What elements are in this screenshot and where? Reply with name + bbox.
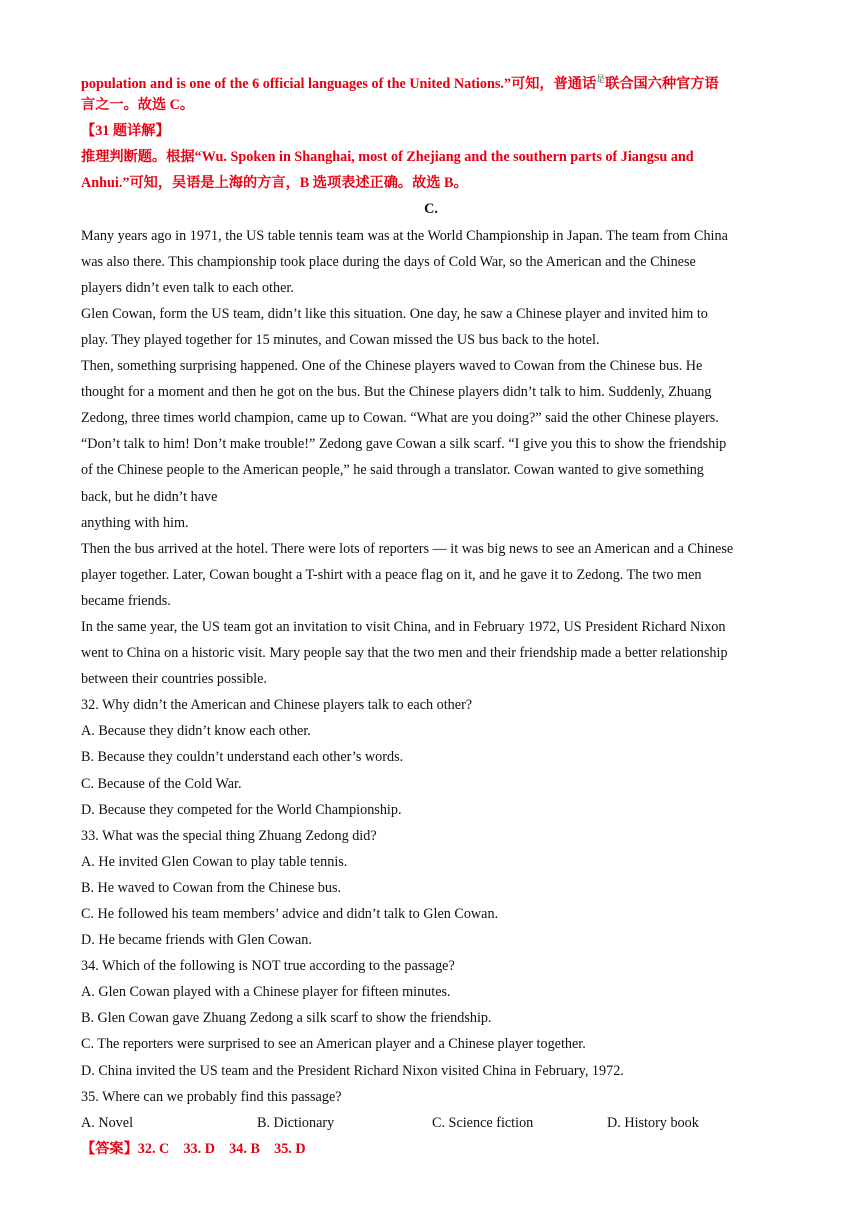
passage-line: player together. Later, Cowan bought a T-shirt with a peace flag on it, and he gave it to Zedong. The two men xyxy=(81,566,702,583)
passage-line: In the same year, the US team got an invitation to visit China, and in February 1972, US President Richard Nixon xyxy=(81,618,726,635)
explanation-line: 推理判断题。根据“Wu. Spoken in Shanghai, most of Zhejiang and the southern parts of Jiangsu and xyxy=(81,149,694,166)
passage-line: back, but he didn’t have xyxy=(81,488,218,505)
q35-options xyxy=(81,1110,781,1136)
passage-line: was also there. This championship took place during the days of Cold War, so the American and the Chinese xyxy=(81,253,696,270)
explanation-text: population and is one of the 6 official languages of the United Nations.”可知，普通话 xyxy=(81,76,597,92)
passage-line: Many years ago in 1971, the US table tennis team was at the World Championship in Japan. The team from China xyxy=(81,227,728,244)
passage-line: thought for a moment and then he got on the bus. But the Chinese players didn’t talk to him. Suddenly, Zhuang xyxy=(81,384,712,401)
explanation-text: 联合国六种官方语 xyxy=(605,76,719,92)
passage-line: between their countries possible. xyxy=(81,671,267,688)
q31-heading: 【31 题详解】 xyxy=(81,123,170,140)
answer-key: 【答案】32. C 33. D 34. B 35. D xyxy=(81,1140,306,1157)
option-line: C. Because of the Cold War. xyxy=(81,775,242,792)
passage-line: Zedong, three times world champion, came up to Cowan. “What are you doing?” said the other Chinese players. xyxy=(81,410,719,427)
option-line: A. He invited Glen Cowan to play table tennis. xyxy=(81,853,348,870)
passage-line: of the Chinese people to the American people,” he said through a translator. Cowan wanted to give something xyxy=(81,462,704,479)
option-line: B. He waved to Cowan from the Chinese bus. xyxy=(81,879,342,896)
passage-line: Then, something surprising happened. One of the Chinese players waved to Cowan from the Chinese bus. He xyxy=(81,358,703,375)
passage xyxy=(81,223,781,693)
passage-line: “Don’t talk to him! Don’t make trouble!” Zedong gave Cowan a silk scarf. “I give you this to show the friendship xyxy=(81,436,727,453)
option-line: D. He became friends with Glen Cowan. xyxy=(81,932,312,949)
question-35: 35. Where can we probably find this passage? xyxy=(81,1088,342,1105)
option-line: A. Glen Cowan played with a Chinese player for fifteen minutes. xyxy=(81,984,451,1001)
passage-line: became friends. xyxy=(81,592,171,609)
passage-line: anything with him. xyxy=(81,514,189,531)
passage-line: Glen Cowan, form the US team, didn’t like this situation. One day, he saw a Chinese player and invited him to xyxy=(81,305,708,322)
explanation-line xyxy=(81,66,781,92)
questions xyxy=(81,692,781,1136)
section-label: C. xyxy=(424,201,438,218)
option-line: A. Because they didn’t know each other. xyxy=(81,723,311,740)
option-line: B. Because they couldn’t understand each other’s words. xyxy=(81,749,404,766)
option-line: C. He followed his team members’ advice and didn’t talk to Glen Cowan. xyxy=(81,906,499,922)
option-b: B. Dictionary xyxy=(257,1114,335,1131)
option-d: D. History book xyxy=(607,1114,699,1131)
question-34: 34. Which of the following is NOT true according to the passage? xyxy=(81,958,455,975)
passage-line: went to China on a historic visit. Mary people say that the two men and their friendship made a better relationship xyxy=(81,645,728,662)
passage-line: Then the bus arrived at the hotel. There were lots of reporters — it was big news to see an American and a Chinese xyxy=(81,540,734,557)
option-line: C. The reporters were surprised to see an American player and a Chinese player together. xyxy=(81,1036,586,1053)
explanation-line: 言之一。故选 C。 xyxy=(81,97,195,114)
passage-line: players didn’t even talk to each other. xyxy=(81,279,294,296)
inserted-character: 是 xyxy=(596,74,606,84)
question-32: 32. Why didn’t the American and Chinese players talk to each other? xyxy=(81,697,473,714)
option-line: B. Glen Cowan gave Zhuang Zedong a silk scarf to show the friendship. xyxy=(81,1010,492,1027)
option-line: D. Because they competed for the World Championship. xyxy=(81,801,402,818)
document-page xyxy=(81,66,781,1162)
question-33: 33. What was the special thing Zhuang Zedong did? xyxy=(81,827,377,844)
option-line: D. China invited the US team and the President Richard Nixon visited China in February, 1972. xyxy=(81,1062,624,1079)
option-a: A. Novel xyxy=(81,1114,134,1131)
option-c: C. Science fiction xyxy=(432,1114,534,1131)
passage-line: play. They played together for 15 minutes, and Cowan missed the US bus back to the hotel. xyxy=(81,331,600,348)
explanation-line: Anhui.”可知，吴语是上海的方言，B 选项表述正确。故选 B。 xyxy=(81,175,468,192)
